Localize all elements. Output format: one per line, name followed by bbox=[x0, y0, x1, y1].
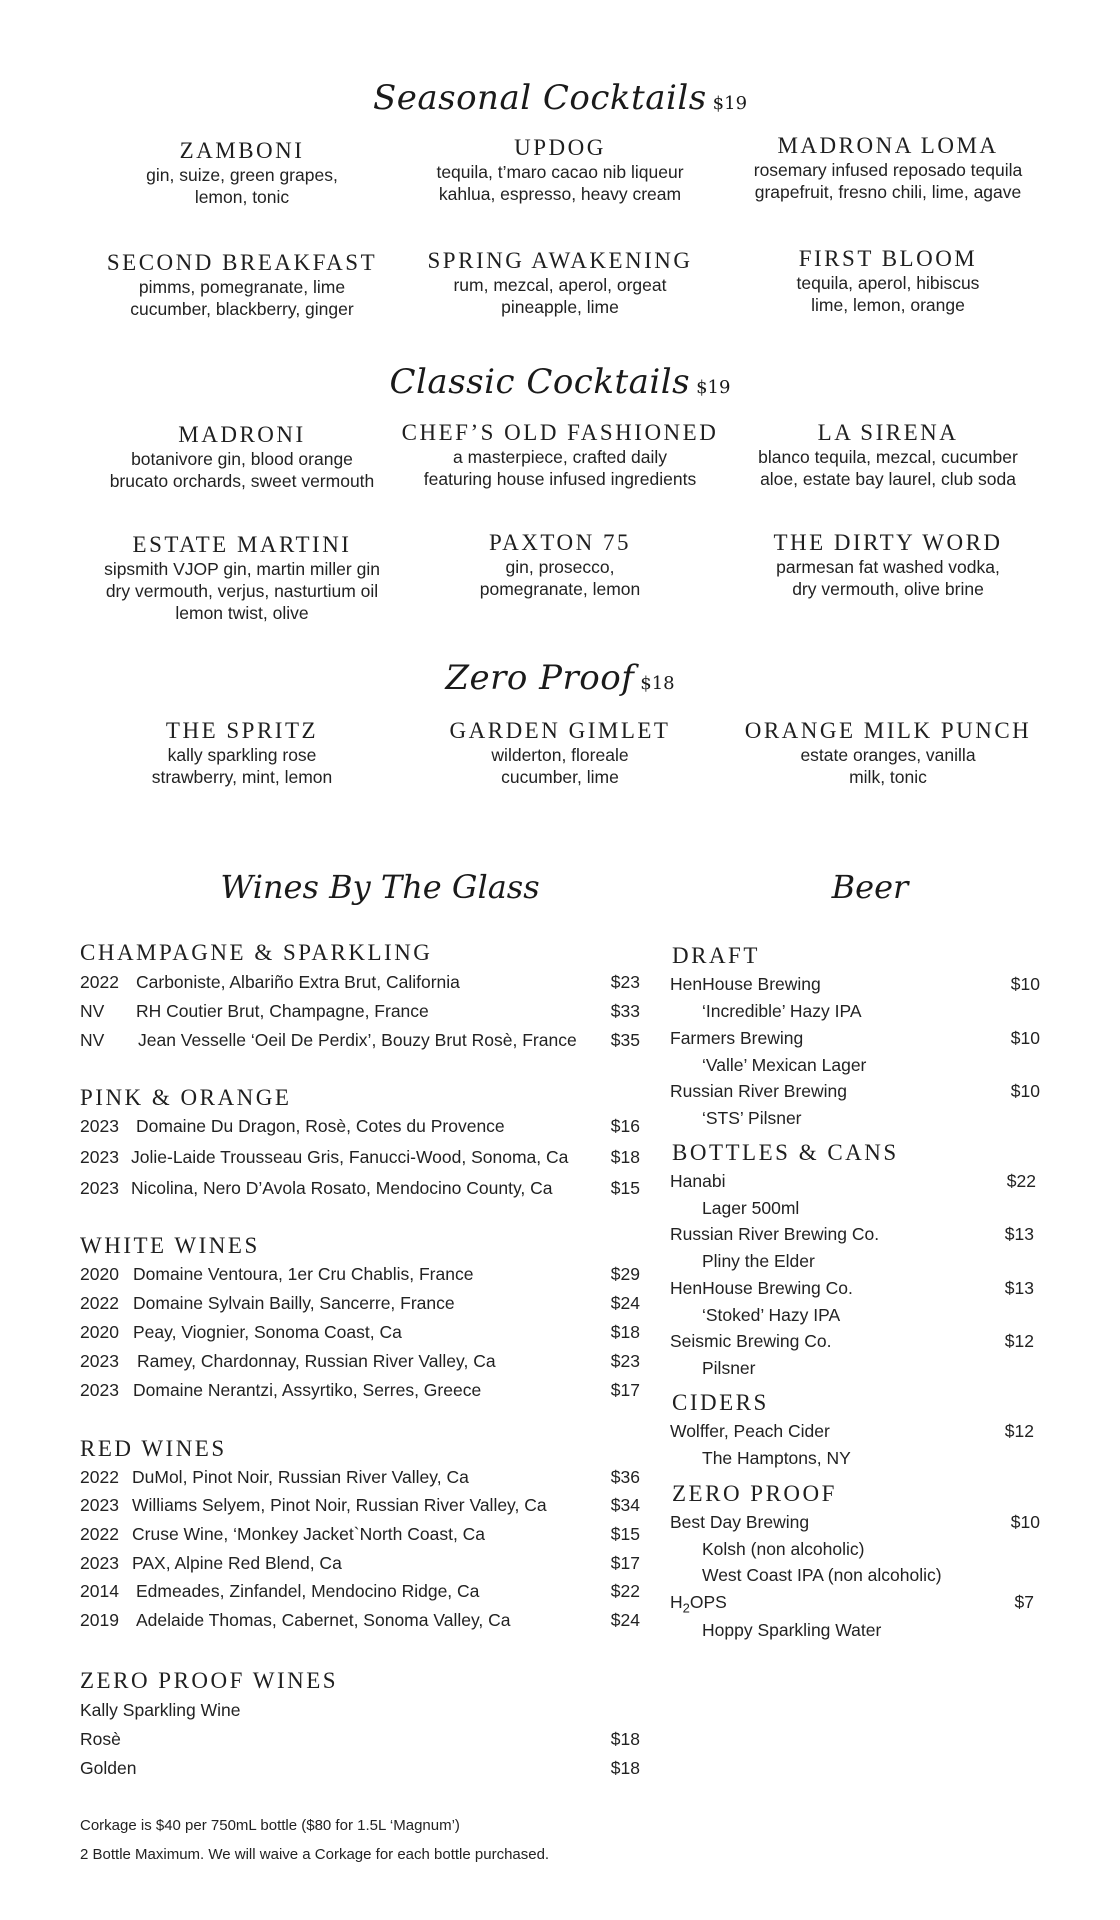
beer-row bbox=[670, 1028, 1040, 1052]
wine-row bbox=[80, 1380, 640, 1404]
drink-ingredients: lemon twist, olive bbox=[175, 603, 309, 623]
drink-la-sirena bbox=[728, 420, 1048, 490]
drink-orange-milk-punch bbox=[718, 718, 1058, 788]
wines-by-the-glass-title: Wines By The Glass bbox=[220, 868, 540, 906]
wine-row bbox=[80, 1322, 640, 1346]
wine-price: $22 bbox=[610, 1581, 640, 1601]
drink-ingredients: featuring house infused ingredients bbox=[423, 469, 697, 489]
wine-row bbox=[80, 1116, 640, 1140]
wine-row bbox=[80, 1700, 640, 1724]
drink-ingredients: parmesan fat washed vodka, bbox=[776, 557, 1000, 577]
zero-proof-title bbox=[0, 658, 1120, 698]
drink-ingredients: estate oranges, vanilla bbox=[800, 745, 976, 765]
seasonal-price: $19 bbox=[712, 93, 748, 114]
beer-style: ‘Valle’ Mexican Lager bbox=[702, 1055, 867, 1075]
zero-title-text: Zero Proof bbox=[445, 658, 635, 698]
beer-row bbox=[670, 1592, 1040, 1616]
beer-style: ‘Incredible’ Hazy IPA bbox=[702, 1001, 862, 1021]
drink-ingredients: milk, tonic bbox=[849, 767, 927, 787]
beer-name-subscript: 2 bbox=[682, 1600, 690, 1616]
wine-desc: Rosè bbox=[80, 1729, 121, 1749]
wine-price: $36 bbox=[610, 1467, 640, 1487]
drink-ingredients: rum, mezcal, aperol, orgeat bbox=[453, 275, 667, 295]
wine-year: 2023 bbox=[80, 1351, 119, 1371]
beer-style: ‘Stoked’ Hazy IPA bbox=[702, 1305, 841, 1325]
wine-price: $24 bbox=[610, 1610, 640, 1630]
drink-name: ZAMBONI bbox=[179, 138, 305, 163]
wine-year: 2023 bbox=[80, 1495, 119, 1515]
beer-name: Russian River Brewing bbox=[670, 1081, 848, 1101]
beer-heading-zero-proof: ZERO PROOF bbox=[672, 1481, 837, 1506]
drink-the-dirty-word bbox=[728, 530, 1048, 600]
classic-title-text: Classic Cocktails bbox=[389, 362, 691, 402]
wine-row bbox=[80, 972, 640, 996]
wine-desc: Domaine Ventoura, 1er Cru Chablis, France bbox=[133, 1264, 474, 1284]
drink-name: THE DIRTY WORD bbox=[773, 530, 1003, 555]
beer-name: Farmers Brewing bbox=[670, 1028, 804, 1048]
beer-price: $10 bbox=[1010, 1081, 1040, 1101]
drink-ingredients: strawberry, mint, lemon bbox=[151, 767, 333, 787]
beer-name: Seismic Brewing Co. bbox=[670, 1331, 832, 1351]
drink-chefs-old-fashioned bbox=[400, 420, 720, 490]
drink-ingredients: lemon, tonic bbox=[194, 187, 290, 207]
drink-ingredients: a masterpiece, crafted daily bbox=[453, 447, 667, 467]
zero-price: $18 bbox=[640, 673, 675, 694]
drink-name: MADRONI bbox=[178, 422, 306, 447]
wine-row bbox=[80, 1729, 640, 1753]
drink-zamboni bbox=[82, 138, 402, 208]
wine-desc: Domaine Sylvain Bailly, Sancerre, France bbox=[133, 1293, 455, 1313]
wine-price: $18 bbox=[610, 1729, 640, 1749]
beer-name-part: H bbox=[670, 1592, 683, 1612]
drink-name: THE SPRITZ bbox=[165, 718, 319, 743]
wine-desc: Peay, Viognier, Sonoma Coast, Ca bbox=[133, 1322, 402, 1342]
wine-row bbox=[80, 1001, 640, 1025]
wine-year: NV bbox=[80, 1030, 105, 1050]
wine-heading-red: RED WINES bbox=[80, 1436, 227, 1461]
wine-year: 2023 bbox=[80, 1553, 119, 1573]
drink-ingredients: dry vermouth, olive brine bbox=[792, 579, 984, 599]
beer-row bbox=[670, 1278, 1040, 1302]
wine-desc: Carboniste, Albariño Extra Brut, California bbox=[136, 972, 460, 992]
beer-style: The Hamptons, NY bbox=[702, 1448, 851, 1468]
corkage-note: Corkage is $40 per 750mL bottle ($80 for 1.5L ‘Magnum’) bbox=[80, 1817, 460, 1834]
drink-name: LA SIRENA bbox=[817, 420, 959, 445]
drink-paxton-75 bbox=[400, 530, 720, 600]
drink-madroni bbox=[82, 422, 402, 492]
wine-row bbox=[80, 1264, 640, 1288]
wine-row bbox=[80, 1495, 640, 1519]
drink-ingredients: dry vermouth, verjus, nasturtium oil bbox=[105, 581, 379, 601]
wine-price: $15 bbox=[610, 1524, 640, 1544]
beer-price: $13 bbox=[1004, 1278, 1034, 1298]
wine-price: $24 bbox=[610, 1293, 640, 1313]
drink-ingredients: pineapple, lime bbox=[501, 297, 619, 317]
wine-price: $33 bbox=[610, 1001, 640, 1021]
drink-name: CHEF’S OLD FASHIONED bbox=[401, 420, 719, 445]
beer-style: Hoppy Sparkling Water bbox=[702, 1620, 882, 1640]
beer-style: Lager 500ml bbox=[702, 1198, 800, 1218]
drink-ingredients: gin, suize, green grapes, bbox=[146, 165, 338, 185]
beer-price: $13 bbox=[1004, 1224, 1034, 1244]
wine-desc: Jean Vesselle ‘Oeil De Perdix’, Bouzy Brut Rosè, France bbox=[138, 1030, 577, 1050]
beer-row bbox=[670, 1224, 1040, 1248]
drink-ingredients: kahlua, espresso, heavy cream bbox=[438, 184, 682, 204]
wine-desc: Jolie-Laide Trousseau Gris, Fanucci-Wood, Sonoma, Ca bbox=[131, 1147, 569, 1167]
drink-ingredients: tequila, aperol, hibiscus bbox=[796, 273, 980, 293]
wine-row bbox=[80, 1293, 640, 1317]
beer-name-h2ops bbox=[670, 1592, 727, 1616]
wine-desc: DuMol, Pinot Noir, Russian River Valley, Ca bbox=[132, 1467, 469, 1487]
wine-price: $34 bbox=[610, 1495, 640, 1515]
wine-price: $16 bbox=[610, 1116, 640, 1136]
beer-name-part: OPS bbox=[689, 1592, 727, 1612]
drink-ingredients: rosemary infused reposado tequila bbox=[753, 160, 1023, 180]
wine-desc: Domaine Nerantzi, Assyrtiko, Serres, Greece bbox=[133, 1380, 482, 1400]
beer-style: ‘STS’ Pilsner bbox=[702, 1108, 802, 1128]
beer-row bbox=[670, 1512, 1040, 1536]
drink-ingredients: gin, prosecco, bbox=[505, 557, 615, 577]
drink-ingredients: kally sparkling rose bbox=[167, 745, 317, 765]
wine-row bbox=[80, 1524, 640, 1548]
beer-price: $10 bbox=[1010, 974, 1040, 994]
drink-garden-gimlet bbox=[400, 718, 720, 788]
wine-price: $35 bbox=[610, 1030, 640, 1050]
beer-price: $12 bbox=[1004, 1421, 1034, 1441]
wine-desc: RH Coutier Brut, Champagne, France bbox=[136, 1001, 429, 1021]
beer-price: $22 bbox=[1006, 1171, 1036, 1191]
drink-ingredients: pimms, pomegranate, lime bbox=[138, 277, 346, 297]
drink-ingredients: blanco tequila, mezcal, cucumber bbox=[758, 447, 1018, 467]
wine-row bbox=[80, 1351, 640, 1375]
drink-name: PAXTON 75 bbox=[488, 530, 631, 555]
drink-ingredients: brucato orchards, sweet vermouth bbox=[109, 471, 375, 491]
beer-style: West Coast IPA (non alcoholic) bbox=[702, 1565, 942, 1585]
wine-year: 2020 bbox=[80, 1322, 119, 1342]
wine-row bbox=[80, 1467, 640, 1491]
drink-second-breakfast bbox=[82, 250, 402, 320]
wine-price: $17 bbox=[610, 1553, 640, 1573]
drink-name: MADRONA LOMA bbox=[777, 133, 999, 158]
wine-year: 2022 bbox=[80, 1293, 119, 1313]
beer-name: HenHouse Brewing bbox=[670, 974, 821, 994]
wine-price: $18 bbox=[610, 1147, 640, 1167]
wine-row bbox=[80, 1610, 640, 1634]
beer-price: $10 bbox=[1010, 1028, 1040, 1048]
seasonal-cocktails-title bbox=[0, 78, 1120, 118]
drink-ingredients: aloe, estate bay laurel, club soda bbox=[760, 469, 1016, 489]
drink-name: SECOND BREAKFAST bbox=[106, 250, 378, 275]
wine-row bbox=[80, 1758, 640, 1782]
beer-row bbox=[670, 1421, 1040, 1445]
wine-desc: Williams Selyem, Pinot Noir, Russian River Valley, Ca bbox=[132, 1495, 547, 1515]
wine-year: 2023 bbox=[80, 1147, 119, 1167]
wine-year: 2023 bbox=[80, 1380, 119, 1400]
wine-price: $18 bbox=[610, 1322, 640, 1342]
wine-desc: Cruse Wine, ‘Monkey Jacket`North Coast, Ca bbox=[132, 1524, 486, 1544]
beer-row bbox=[670, 974, 1040, 998]
drink-ingredients: botanivore gin, blood orange bbox=[131, 449, 353, 469]
classic-price: $19 bbox=[696, 377, 731, 398]
beer-row bbox=[670, 1081, 1040, 1105]
beer-name: HenHouse Brewing Co. bbox=[670, 1278, 853, 1298]
drink-ingredients: cucumber, lime bbox=[501, 767, 619, 787]
drink-name: SPRING AWAKENING bbox=[427, 248, 693, 273]
drink-updog bbox=[400, 135, 720, 205]
beer-heading-bottles: BOTTLES & CANS bbox=[672, 1140, 899, 1165]
wine-year: 2014 bbox=[80, 1581, 119, 1601]
wine-desc: Nicolina, Nero D’Avola Rosato, Mendocino County, Ca bbox=[131, 1178, 553, 1198]
wine-desc: Edmeades, Zinfandel, Mendocino Ridge, Ca bbox=[136, 1581, 480, 1601]
wine-year: 2022 bbox=[80, 1524, 119, 1544]
wine-row bbox=[80, 1147, 640, 1171]
wine-heading-zero-proof: ZERO PROOF WINES bbox=[80, 1668, 339, 1693]
wine-price: $17 bbox=[610, 1380, 640, 1400]
wine-price: $23 bbox=[610, 1351, 640, 1371]
drink-spring-awakening bbox=[400, 248, 720, 318]
wine-price: $15 bbox=[610, 1178, 640, 1198]
seasonal-title-text: Seasonal Cocktails bbox=[372, 78, 707, 118]
wine-row bbox=[80, 1030, 640, 1054]
bottle-limit-note: 2 Bottle Maximum. We will waive a Corkage for each bottle purchased. bbox=[80, 1846, 550, 1863]
drink-first-bloom bbox=[728, 246, 1048, 316]
drink-ingredients: sipsmith VJOP gin, martin miller gin bbox=[104, 559, 380, 579]
wine-desc: Adelaide Thomas, Cabernet, Sonoma Valley, Ca bbox=[136, 1610, 511, 1630]
wine-heading-pink-orange: PINK & ORANGE bbox=[80, 1085, 292, 1110]
drink-name: ORANGE MILK PUNCH bbox=[744, 718, 1032, 743]
drink-name: UPDOG bbox=[514, 135, 606, 160]
wine-year: 2022 bbox=[80, 972, 119, 992]
wine-year: 2023 bbox=[80, 1116, 119, 1136]
drink-ingredients: pomegranate, lemon bbox=[479, 579, 641, 599]
wine-desc: Kally Sparkling Wine bbox=[80, 1700, 241, 1720]
wine-desc: Golden bbox=[80, 1758, 137, 1778]
wine-desc: Ramey, Chardonnay, Russian River Valley, Ca bbox=[137, 1351, 496, 1371]
drink-ingredients: lime, lemon, orange bbox=[811, 295, 965, 315]
wine-heading-white: WHITE WINES bbox=[80, 1233, 260, 1258]
drink-the-spritz bbox=[82, 718, 402, 788]
beer-heading-draft: DRAFT bbox=[672, 943, 760, 968]
wine-desc: Domaine Du Dragon, Rosè, Cotes du Provence bbox=[136, 1116, 505, 1136]
wine-row bbox=[80, 1178, 640, 1202]
beer-price: $7 bbox=[1014, 1592, 1034, 1612]
beer-title: Beer bbox=[831, 868, 909, 906]
beer-style: Pliny the Elder bbox=[702, 1251, 815, 1271]
beer-price: $12 bbox=[1004, 1331, 1034, 1351]
drink-ingredients: tequila, t’maro cacao nib liqueur bbox=[436, 162, 684, 182]
beer-row bbox=[670, 1171, 1040, 1195]
drink-name: ESTATE MARTINI bbox=[132, 532, 352, 557]
wine-year: 2020 bbox=[80, 1264, 119, 1284]
wine-year: NV bbox=[80, 1001, 105, 1021]
beer-name: Hanabi bbox=[670, 1171, 726, 1191]
drink-name: FIRST BLOOM bbox=[798, 246, 978, 271]
wine-row bbox=[80, 1581, 640, 1605]
beer-heading-ciders: CIDERS bbox=[672, 1390, 769, 1415]
beer-name: Russian River Brewing Co. bbox=[670, 1224, 880, 1244]
wine-price: $29 bbox=[610, 1264, 640, 1284]
beer-style: Kolsh (non alcoholic) bbox=[702, 1539, 865, 1559]
wine-price: $18 bbox=[610, 1758, 640, 1778]
drink-madrona-loma bbox=[728, 133, 1048, 203]
beer-style: Pilsner bbox=[702, 1358, 756, 1378]
beer-name: Wolffer, Peach Cider bbox=[670, 1421, 830, 1441]
beer-name: Best Day Brewing bbox=[670, 1512, 810, 1532]
wine-year: 2023 bbox=[80, 1178, 119, 1198]
drink-ingredients: grapefruit, fresno chili, lime, agave bbox=[754, 182, 1022, 202]
classic-cocktails-title bbox=[0, 362, 1120, 402]
wine-row bbox=[80, 1553, 640, 1577]
wine-desc: PAX, Alpine Red Blend, Ca bbox=[132, 1553, 342, 1573]
wine-year: 2022 bbox=[80, 1467, 119, 1487]
wine-price: $23 bbox=[610, 972, 640, 992]
wine-heading-sparkling: CHAMPAGNE & SPARKLING bbox=[80, 940, 433, 965]
beer-row bbox=[670, 1331, 1040, 1355]
drink-ingredients: wilderton, floreale bbox=[491, 745, 629, 765]
drink-name: GARDEN GIMLET bbox=[449, 718, 671, 743]
drink-estate-martini bbox=[82, 532, 402, 624]
wine-year: 2019 bbox=[80, 1610, 119, 1630]
drink-ingredients: cucumber, blackberry, ginger bbox=[130, 299, 354, 319]
beer-price: $10 bbox=[1010, 1512, 1040, 1532]
